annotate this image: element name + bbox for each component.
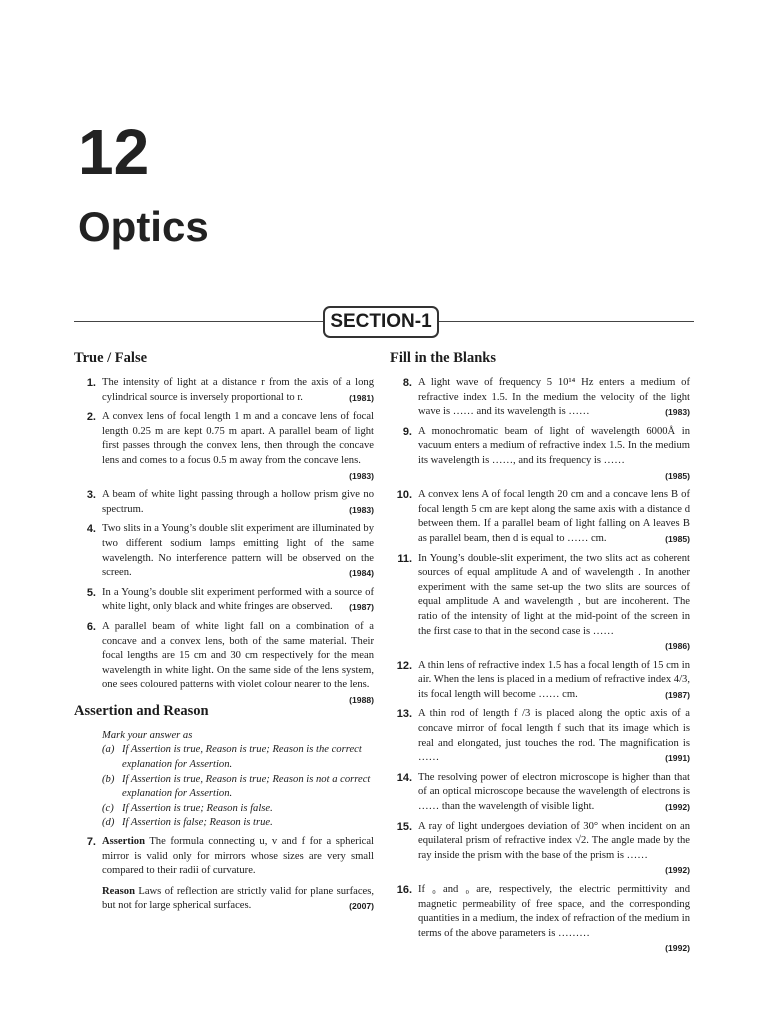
question-text: The intensity of light at a distance r from the axis of a long cylindrical source is inversely proportional to r. (102, 377, 374, 403)
option-b (102, 773, 374, 802)
question-number: 10. (396, 489, 412, 502)
question-text: A convex lens of focal length 1 m and a concave lens of focal length 0.25 m are kept 0.75 m apart. A parallel beam of light first passes through the convex lens, then through the concave lens and comes to a focus 0.5 m away from the concave lens. (102, 411, 374, 466)
question-15 (390, 820, 690, 878)
question-year: (1987) (349, 602, 374, 613)
instructions-intro: Mark your answer as (102, 729, 193, 741)
assertion-instructions (74, 729, 374, 831)
question-year: (1981) (349, 392, 374, 403)
section-header (0, 304, 768, 340)
question-year: (1991) (665, 753, 690, 764)
question-13 (390, 707, 690, 765)
option-text: If Assertion is true; Reason is false. (122, 802, 273, 814)
question-number: 6. (86, 620, 96, 633)
option-label: (b) (102, 773, 115, 785)
question-6 (74, 620, 374, 705)
question-text: A beam of white light passing through a hollow prism give no spectrum. (102, 489, 374, 515)
question-12 (390, 659, 690, 703)
question-9 (390, 425, 690, 483)
true-false-heading: True / False (74, 350, 148, 366)
question-4 (74, 522, 374, 580)
question-1 (74, 376, 374, 405)
question-number: 7. (86, 836, 96, 849)
question-year: (1984) (349, 568, 374, 579)
question-text: Two slits in a Young’s double slit experiment are illuminated by two different sodium lamps emitting light of the same wavelength. No interference pattern will be observed on the screen. (102, 523, 374, 579)
question-year: (1992) (665, 943, 690, 954)
question-number: 15. (396, 820, 412, 833)
question-text: A ray of light undergoes deviation of 30° when incident on an equilateral prism of refractive index √2. The angle made by the ray inside the prism with the base of the prism is …… (418, 820, 690, 861)
chapter-number: 12 (78, 116, 150, 188)
question-year: (1983) (665, 407, 690, 418)
question-number: 11. (397, 552, 412, 565)
question-number: 5. (86, 586, 96, 599)
question-number: 2. (86, 411, 96, 424)
question-number: 8. (402, 377, 412, 389)
question-text: If ₀ and ₀ are, respectively, the electric permittivity and magnetic permeability of free space, and the corresponding quantities in a medium, the index of refraction of the medium in terms of the above parameters is ……… (418, 884, 690, 939)
option-c (102, 802, 374, 817)
question-2 (74, 410, 374, 483)
question-10 (390, 488, 690, 546)
question-8 (390, 376, 690, 420)
question-text: The resolving power of electron microscope is higher than that of an optical microscope because the wavelength of electrons is …… than the wavelength of visible light. (418, 771, 690, 813)
question-number: 12. (396, 659, 412, 672)
option-text: If Assertion is true, Reason is true; Reason is the correct explanation for Assertion. (122, 744, 362, 771)
question-year: (1988) (349, 694, 374, 705)
question-14 (390, 771, 690, 815)
question-year: (1992) (665, 865, 690, 876)
question-text: In Young’s double-slit experiment, the two slits act as coherent sources of equal amplitude A and of wavelength . In another experiment with the same set-up the two slits are sources of equal amplitude A and wavelength , but are incoherent. The ratio of the intensity of light at the mid-point of the screen in the first case to that in the second case is …… (418, 552, 690, 637)
chapter-title: Optics (78, 203, 209, 250)
question-year: (1985) (665, 533, 690, 544)
question-number: 4. (86, 523, 96, 536)
option-text: If Assertion is false; Reason is true. (122, 817, 273, 829)
option-a (102, 743, 374, 772)
option-label: (c) (102, 802, 114, 814)
question-text: A thin lens of refractive index 1.5 has a focal length of 15 cm in air. When the lens is placed in a medium of refractive index 4/3, its focal length will become …… cm. (418, 659, 690, 700)
question-11 (390, 552, 690, 654)
question-number: 9. (402, 425, 412, 438)
option-text: If Assertion is true, Reason is true; Reason is not a correct explanation for Assertion. (122, 773, 371, 800)
question-text: In a Young’s double slit experiment performed with a source of white light, only black and white fringes are observed. (102, 586, 374, 613)
question-year: (1983) (349, 504, 374, 515)
question-number: 1. (86, 377, 96, 389)
left-column (74, 348, 374, 919)
question-text: A light wave of frequency 5 10¹⁴ Hz enters a medium of refractive index 1.5. In the medium the velocity of the light wave is …… and its wavelength is …… (418, 377, 690, 418)
question-3 (74, 488, 374, 517)
question-year: (1986) (665, 641, 690, 652)
reason-text: Laws of reflection are strictly valid for plane surfaces, but not for large spherical surfaces. (102, 885, 374, 912)
reason-label: Reason (102, 885, 135, 897)
right-column (390, 348, 690, 961)
question-number: 3. (86, 489, 96, 502)
question-7 (74, 835, 374, 914)
question-text: A monochromatic beam of light of wavelength 6000Å in vacuum enters a medium of refractive index 1.5. In the medium its wavelength is ……, and its frequency is …… (418, 425, 690, 466)
question-5 (74, 586, 374, 615)
question-year: (1987) (665, 689, 690, 700)
option-label: (a) (102, 744, 115, 756)
question-text: A thin rod of length f /3 is placed along the optic axis of a concave mirror of focal length f such that its image which is real and elongated, just touches the rod. The magnification is …… (418, 708, 690, 764)
question-16 (390, 883, 690, 956)
assertion-label: Assertion (102, 836, 145, 848)
question-text: A convex lens A of focal length 20 cm and a concave lens B of focal length 5 cm are kept along the same axis with a distance d between them. If a parallel beam of light falling on A leaves B as parallel beam, then d is equal to …… cm. (418, 489, 690, 544)
question-year: (1983) (349, 470, 374, 481)
question-year: (2007) (349, 901, 374, 912)
question-text: A parallel beam of white light fall on a combination of a concave and a convex lens, both of the same material. Their focal lengths are 15 cm and 30 cm respectively for the mean wavelength in white light. On the same side of the lens system, one sees coloured patterns with violet colour nearer to the lens. (102, 620, 374, 691)
question-number: 13. (396, 708, 412, 721)
question-number: 14. (396, 771, 412, 784)
fill-blanks-heading: Fill in the Blanks (390, 350, 496, 366)
assertion-reason-heading: Assertion and Reason (74, 702, 209, 719)
section-badge: SECTION-1 (323, 306, 439, 338)
option-d (102, 816, 374, 831)
option-label: (d) (102, 817, 115, 829)
question-year: (1992) (665, 802, 690, 813)
question-number: 16. (396, 884, 412, 896)
assertion-text: The formula connecting u, v and f for a spherical mirror is valid only for mirrors whose sizes are very small compared to their radii of curvature. (102, 836, 374, 877)
question-year: (1985) (665, 470, 690, 481)
